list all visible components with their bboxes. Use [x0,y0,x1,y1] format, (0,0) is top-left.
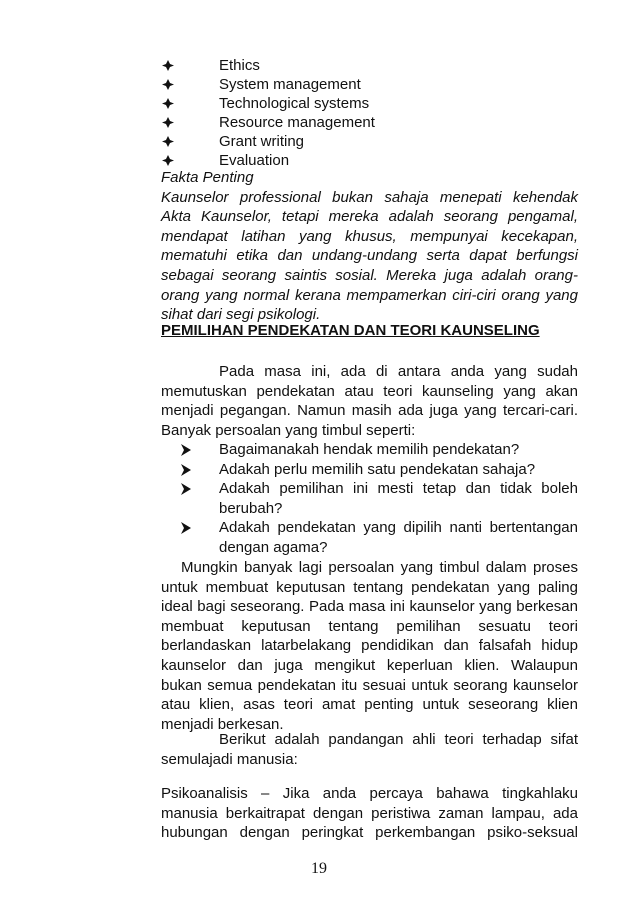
fakta-title: Fakta Penting [161,169,254,186]
diamond-bullet-icon [161,113,175,132]
fakta-line: Akta Kaunselor, tetapi mereka adalah seorang pengamal, [161,208,578,226]
paragraph-line: atau klien, asas teori amat penting untuk seseorang klien [161,696,578,714]
paragraph-line: semulajadi manusia: [161,750,298,768]
paragraph-line: untuk membuat keputusan tentang pendekatan yang paling [161,578,578,596]
fakta-line: sihat dari segi psikologi. [161,306,321,324]
arrowhead-bullet-icon [180,479,192,499]
paragraph-line: ideal bagi seseorang. Pada masa ini kaunselor yang berkesan [161,598,578,616]
paragraph-line: bukan semua pendekatan itu sesuai untuk seorang kaunselor [161,676,578,694]
paragraph-line: berlandaskan latarbelakang pendidikan dan falsafah hidup [161,637,578,655]
list-item [161,479,578,518]
fakta-line: mendapat latihan yang khusus, mempunyai kecekapan, [161,227,578,245]
paragraph-intro [161,362,578,440]
list-item-label: Evaluation [219,152,290,169]
list-item-label: System management [219,76,361,93]
fakta-line: Kaunselor professional bukan sahaja menepati kehendak [161,188,578,206]
list-item-label: Ethics [219,57,260,74]
paragraph-line: Mungkin banyak lagi persoalan yang timbul dalam proses [181,559,578,576]
paragraph-line: Berikut adalah pandangan ahli teori terhadap sifat [219,731,578,748]
arrowhead-bullet-icon [180,440,192,460]
paragraph-line: hubungan dengan peringkat perkembangan psiko-seksual [161,824,578,842]
arrowhead-bullet-icon [180,518,192,538]
paragraph-line: manusia berkaitrapat dengan peristiwa zaman lampau, ada [161,804,578,822]
list-item-label: Adakah perlu memilih satu pendekatan sahaja? [219,460,536,478]
paragraph-line: Psikoanalisis – Jika anda percaya bahawa tingkahlaku [161,785,578,802]
list-item [161,518,578,557]
list-item [161,440,578,460]
fakta-penting-block [161,168,578,325]
arrowhead-bullet-icon [180,460,192,480]
page-number: 19 [311,860,327,877]
diamond-bullet-icon [161,94,175,113]
paragraph-line: Pada masa ini, ada di antara anda yang sudah [219,363,578,380]
paragraph-psikoanalisis [161,784,578,843]
questions-list [161,440,578,558]
paragraph-line: menjadi pegangan. Namun masih ada juga yang tercari-cari. [161,402,578,420]
fakta-line: sebagai seorang saintis sosial. Mereka juga adalah orang- [161,266,578,284]
paragraph-line: membuat keputusan tentang pemilihan sesuatu teori [161,617,578,635]
list-item-label: Technological systems [219,95,370,112]
paragraph-line: kaunselor dan juga mengikut keperluan klien. Walaupun [161,656,578,674]
paragraph-line: menjadi berkesan. [161,715,284,733]
paragraph-decision [161,558,578,734]
diamond-bullet-icon [161,75,175,94]
diamond-bullet-icon [161,132,175,151]
list-item-label: Adakah pemilihan ini mesti tetap dan tidak boleh [219,480,578,498]
paragraph-line: memutuskan pendekatan atau teori kaunseling yang akan [161,382,578,400]
fakta-line: orang yang normal kerana mempamerkan ciri-ciri orang yang [161,286,578,304]
section-heading: PEMILIHAN PENDEKATAN DAN TEORI KAUNSELING [161,322,540,339]
list-item-label: Grant writing [219,133,305,150]
diamond-bullet-icon [161,56,175,75]
list-item-label: Adakah pendekatan yang dipilih nanti bertentangan [219,519,578,537]
paragraph-views [161,730,578,769]
list-item-label: berubah? [219,499,283,517]
paragraph-line: Banyak persoalan yang timbul seperti: [161,421,416,439]
list-item-label: Bagaimanakah hendak memilih pendekatan? [219,441,520,458]
list-item-label: dengan agama? [219,538,328,556]
list-item [161,460,578,480]
list-item-label: Resource management [219,114,375,131]
fakta-line: mematuhi etika dan undang-undang serta dapat berfungsi [161,247,578,265]
